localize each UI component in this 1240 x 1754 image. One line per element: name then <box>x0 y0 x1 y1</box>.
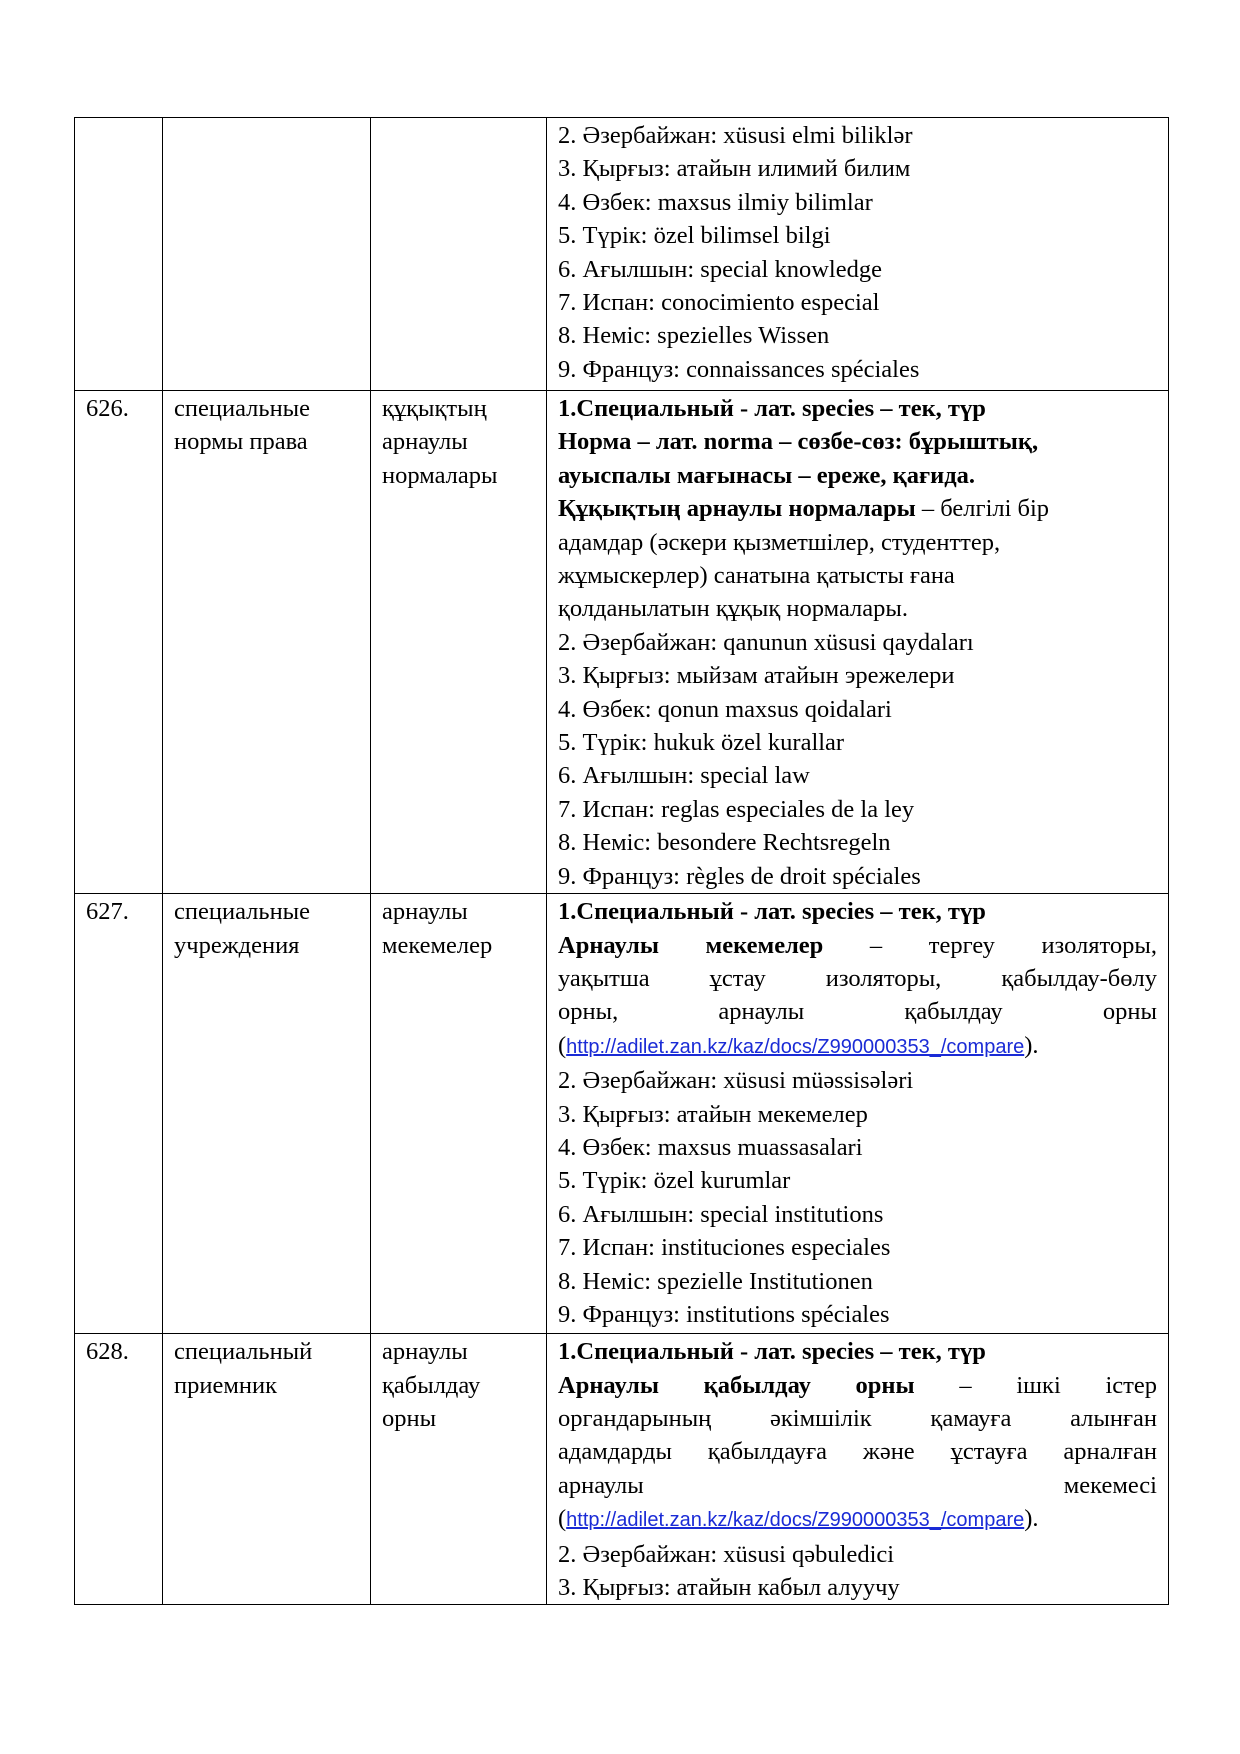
defined-term: Құқықтың арнаулы нормалары <box>558 495 916 523</box>
translation-line: 4. Өзбек: maxsus ilmiy bilimlar <box>558 188 873 216</box>
etymology-line: 1.Специальный - лат. species – тек, түр <box>558 1338 986 1366</box>
russian-term <box>163 1334 371 1605</box>
definition-line: қолданылатын құқық нормалары. <box>558 595 908 623</box>
translation-line: 3. Қырғыз: мыйзам атайын эрежелери <box>558 662 955 690</box>
kazakh-term-line: арнаулы <box>382 428 468 456</box>
translation-line: 5. Түрік: özel bilimsel bilgi <box>558 222 831 250</box>
translation-line: 3. Қырғыз: атайын кабыл алуучу <box>558 1573 900 1601</box>
russian-term-line: специальные <box>174 898 311 926</box>
entry-number: 626. <box>75 391 163 894</box>
source-link[interactable]: http://adilet.zan.kz/kaz/docs/Z990000353_/compare <box>566 1035 1025 1058</box>
entry-number <box>75 118 163 391</box>
translation-line: 2. Әзербайжан: xüsusi elmi biliklər <box>558 122 913 149</box>
definition-line: орны, арнаулы қабылдау орны <box>558 998 1157 1026</box>
defined-term: Арнаулы қабылдау орны <box>558 1371 915 1399</box>
definition-line: адамдар (әскери қызметшілер, студенттер, <box>558 528 1001 556</box>
kazakh-term <box>371 118 547 391</box>
definition-line: арнаулы мекемесі <box>558 1471 1157 1499</box>
etymology-line: ауыспалы мағынасы – ереже, қағида. <box>558 461 976 489</box>
kazakh-term-line: мекемелер <box>382 931 493 959</box>
translation-line: 7. Испан: conocimiento especial <box>558 289 880 317</box>
translation-line: 7. Испан: instituciones especiales <box>558 1234 891 1262</box>
russian-term-line: специальные <box>174 395 311 422</box>
translation-line: 9. Француз: règles de droit spéciales <box>558 862 921 890</box>
definition-cell <box>547 118 1169 391</box>
translation-line: 7. Испан: reglas especiales de la ley <box>558 795 915 823</box>
russian-term <box>163 894 371 1334</box>
defined-term: Арнаулы мекемелер <box>558 931 824 959</box>
translation-line: 6. Ағылшын: special institutions <box>558 1200 884 1228</box>
russian-term <box>163 118 371 391</box>
kazakh-term <box>371 894 547 1334</box>
definition-text: – тергеу изоляторы, <box>823 931 1157 959</box>
definition-line: уақытша ұстау изоляторы, қабылдау-бөлу <box>558 964 1157 992</box>
definition-line <box>558 1369 1157 1402</box>
entry-number: 627. <box>75 894 163 1334</box>
source-line <box>558 1502 1157 1537</box>
russian-term-line: нормы права <box>174 428 308 456</box>
translation-line: 6. Ағылшын: special law <box>558 762 810 790</box>
translation-line: 8. Неміс: spezielles Wissen <box>558 322 830 350</box>
translation-line: 3. Қырғыз: атайын мекемелер <box>558 1100 868 1128</box>
translation-line: 2. Әзербайжан: xüsusi müəssisələri <box>558 1067 914 1095</box>
translation-line: 2. Әзербайжан: qanunun xüsusi qaydaları <box>558 628 974 656</box>
definition-line: органдарының әкімшілік қамауға алынған <box>558 1404 1157 1432</box>
table-row <box>75 894 1169 1334</box>
glossary-table <box>74 117 1169 1605</box>
source-line <box>558 1029 1157 1064</box>
paren: ( <box>558 1505 567 1533</box>
translation-line: 2. Әзербайжан: xüsusi qəbuledici <box>558 1540 895 1568</box>
paren: ). <box>1024 1031 1039 1059</box>
table-row <box>75 391 1169 894</box>
translation-line: 9. Француз: connaissances spéciales <box>558 355 920 383</box>
definition-line <box>558 929 1157 962</box>
paren: ). <box>1024 1505 1039 1533</box>
etymology-line: 1.Специальный - лат. species – тек, түр <box>558 898 986 926</box>
russian-term-line: приемник <box>174 1371 277 1399</box>
definition-cell <box>547 1334 1169 1605</box>
russian-term-line: учреждения <box>174 931 300 959</box>
translation-line: 5. Түрік: özel kurumlar <box>558 1167 791 1195</box>
translation-line: 8. Неміс: besondere Rechtsregeln <box>558 829 891 857</box>
definition-text: – белгілі бір <box>915 495 1050 523</box>
kazakh-term-line: арнаулы <box>382 1338 468 1366</box>
translation-line: 5. Түрік: hukuk özel kurallar <box>558 729 845 757</box>
source-link[interactable]: http://adilet.zan.kz/kaz/docs/Z990000353_/compare <box>566 1509 1025 1532</box>
paren: ( <box>558 1031 567 1059</box>
russian-term-line: специальный <box>174 1338 313 1366</box>
kazakh-term-line: құқықтың <box>382 395 487 422</box>
translation-line: 9. Француз: institutions spéciales <box>558 1300 890 1328</box>
etymology-line: 1.Специальный - лат. species – тек, түр <box>558 395 986 422</box>
definition-cell <box>547 894 1169 1334</box>
entry-number: 628. <box>75 1334 163 1605</box>
translation-line: 6. Ағылшын: special knowledge <box>558 255 882 283</box>
kazakh-term <box>371 1334 547 1605</box>
definition-text: – ішкі істер <box>914 1371 1157 1399</box>
russian-term <box>163 391 371 894</box>
definition-line: адамдарды қабылдауға және ұстауға арналған <box>558 1438 1157 1466</box>
translation-line: 3. Қырғыз: атайын илимий билим <box>558 155 911 183</box>
etymology-line: Норма – лат. norma – сөзбе-сөз: бұрыштық, <box>558 428 1039 456</box>
table-row <box>75 1334 1169 1605</box>
definition-line <box>558 492 1157 525</box>
translation-line: 8. Неміс: spezielle Institutionen <box>558 1267 873 1295</box>
kazakh-term-line: орны <box>382 1404 437 1432</box>
translation-line: 4. Өзбек: qonun maxsus qoidalari <box>558 695 892 723</box>
kazakh-term-line: нормалары <box>382 461 498 489</box>
kazakh-term-line: қабылдау <box>382 1371 481 1399</box>
kazakh-term <box>371 391 547 894</box>
kazakh-term-line: арнаулы <box>382 898 468 926</box>
definition-cell <box>547 391 1169 894</box>
table-row <box>75 118 1169 391</box>
translation-line: 4. Өзбек: maxsus muassasalari <box>558 1133 863 1161</box>
definition-line: жұмыскерлер) санатына қатысты ғана <box>558 562 955 590</box>
